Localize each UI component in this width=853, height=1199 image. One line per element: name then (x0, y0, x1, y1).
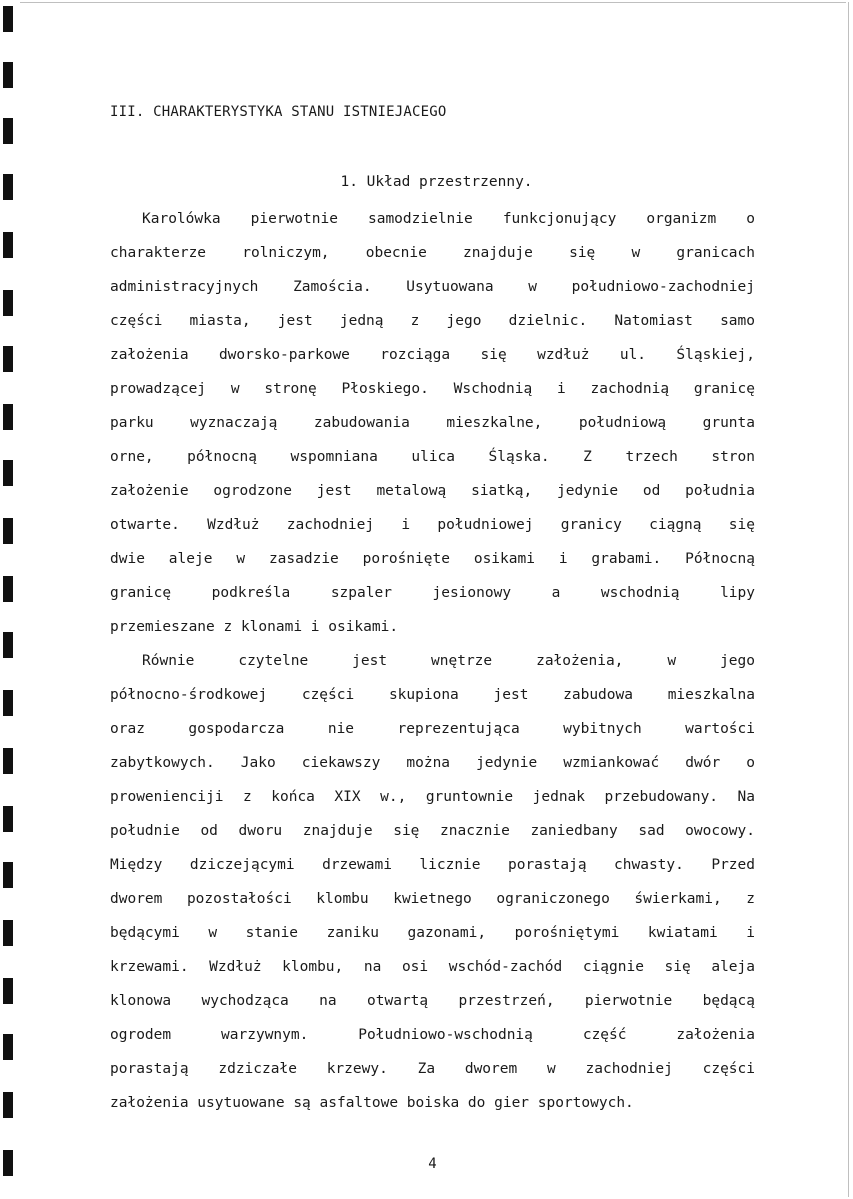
section-heading: III. CHARAKTERYSTYKA STANU ISTNIEJACEGO (110, 104, 447, 120)
text-line: Między dziczejącymi drzewami licznie porastają chwasty. Przed (110, 857, 755, 873)
text-line: części miasta, jest jedną z jego dzielnic. Natomiast samo (110, 313, 755, 329)
binding-hole (3, 118, 13, 144)
paragraph (110, 644, 755, 1120)
paragraph (110, 202, 755, 644)
binding-hole (3, 1034, 13, 1060)
binding-hole (3, 404, 13, 430)
binding-hole (3, 978, 13, 1004)
binding-hole (3, 862, 13, 888)
binding-hole (3, 748, 13, 774)
text-line: południe od dworu znajduje się znacznie zaniedbany sad owocowy. (110, 823, 755, 839)
text-line: Równie czytelne jest wnętrze założenia, w jego (142, 653, 755, 669)
binding-hole (3, 460, 13, 486)
text-line: dwie aleje w zasadzie porośnięte osikami i grabami. Północną (110, 551, 755, 567)
binding-hole (3, 518, 13, 544)
text-line: prowadzącej w stronę Płoskiego. Wschodnią i zachodnią granicę (110, 381, 755, 397)
binding-hole (3, 62, 13, 88)
text-line: założenia usytuowane są asfaltowe boiska do gier sportowych. (110, 1095, 634, 1111)
body-text (110, 202, 755, 1120)
text-line: będącymi w stanie zaniku gazonami, porośniętymi kwiatami i (110, 925, 755, 941)
text-line: dworem pozostałości klombu kwietnego ograniczonego świerkami, z (110, 891, 755, 907)
text-line: krzewami. Wzdłuż klombu, na osi wschód-zachód ciągnie się aleja (110, 959, 755, 975)
binding-hole (3, 1092, 13, 1118)
text-line: Karolówka pierwotnie samodzielnie funkcjonujący organizm o (142, 211, 755, 227)
binding-hole (3, 920, 13, 946)
text-line: orne, północną wspomniana ulica Śląska. Z trzech stron (110, 449, 755, 465)
subsection-heading: 1. Układ przestrzenny. (340, 174, 533, 190)
binding-hole (3, 6, 13, 32)
binding-hole (3, 576, 13, 602)
text-line: parku wyznaczają zabudowania mieszkalne, południową grunta (110, 415, 755, 431)
page-edge-top (20, 2, 846, 3)
binding-hole (3, 806, 13, 832)
text-line: administracyjnych Zamościa. Usytuowana w południowo-zachodniej (110, 279, 755, 295)
text-line: zabytkowych. Jako ciekawszy można jedynie wzmiankować dwór o (110, 755, 755, 771)
binding-hole (3, 346, 13, 372)
text-line: granicę podkreśla szpaler jesionowy a wschodnią lipy (110, 585, 755, 601)
text-line: prowenienciji z końca XIX w., gruntownie jednak przebudowany. Na (110, 789, 755, 805)
text-line: otwarte. Wzdłuż zachodniej i południowej granicy ciągną się (110, 517, 755, 533)
binding-hole (3, 232, 13, 258)
binding-hole (3, 632, 13, 658)
text-line: założenie ogrodzone jest metalową siatką, jedynie od południa (110, 483, 755, 499)
text-line: przemieszane z klonami i osikami. (110, 619, 399, 635)
text-line: porastają zdziczałe krzewy. Za dworem w zachodniej części (110, 1061, 755, 1077)
text-line: oraz gospodarcza nie reprezentująca wybitnych wartości (110, 721, 755, 737)
text-line: klonowa wychodząca na otwartą przestrzeń, pierwotnie będącą (110, 993, 755, 1009)
text-line: północno-środkowej części skupiona jest zabudowa mieszkalna (110, 687, 755, 703)
binding-hole (3, 690, 13, 716)
text-line: założenia dworsko-parkowe rozciąga się wzdłuż ul. Śląskiej, (110, 347, 755, 363)
page-number: 4 (428, 1156, 437, 1172)
text-line: charakterze rolniczym, obecnie znajduje się w granicach (110, 245, 755, 261)
text-line: ogrodem warzywnym. Południowo-wschodnią część założenia (110, 1027, 755, 1043)
binding-hole (3, 290, 13, 316)
